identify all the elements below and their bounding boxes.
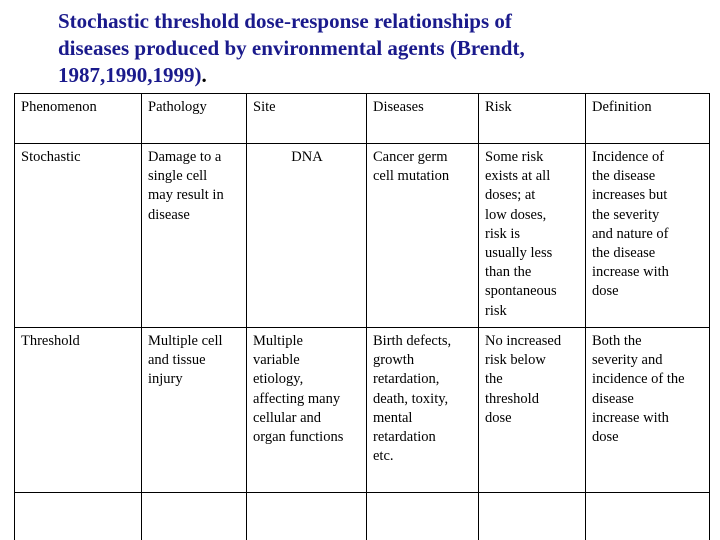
cell-line: disease xyxy=(592,390,634,407)
cell-line: Incidence of xyxy=(592,149,665,165)
cell-line: Threshold xyxy=(21,333,80,349)
cell-phenomenon xyxy=(15,328,142,493)
header-diseases: Diseases xyxy=(367,94,479,144)
cell-risk xyxy=(479,328,586,493)
header-phenomenon: Phenomenon xyxy=(15,94,142,144)
cell-line: Multiple xyxy=(253,333,303,349)
cell-phenomenon xyxy=(15,144,142,328)
cell-site xyxy=(247,144,367,328)
empty-cell xyxy=(247,493,367,540)
table-header-row xyxy=(15,94,710,144)
cell-risk xyxy=(479,144,586,328)
cell-line: growth xyxy=(373,352,415,369)
cell-line: affecting many xyxy=(253,390,341,407)
table-row xyxy=(15,328,710,493)
cell-line: increase with xyxy=(592,264,669,281)
cell-line: No increased xyxy=(485,333,562,349)
cell-line: DNA xyxy=(291,149,323,165)
cell-line: variable xyxy=(253,352,300,369)
cell-line: organ functions xyxy=(253,429,344,446)
table-row xyxy=(15,144,710,328)
cell-line: injury xyxy=(148,371,183,388)
cell-line: risk xyxy=(485,302,507,319)
cell-diseases xyxy=(367,144,479,328)
cell-line: Birth defects, xyxy=(373,333,452,349)
cell-line: usually less xyxy=(485,245,553,262)
cell-line: spontaneous xyxy=(485,283,557,300)
cell-line: the severity xyxy=(592,206,660,223)
cell-line: incidence of the xyxy=(592,371,685,388)
cell-definition xyxy=(586,144,710,328)
cell-line: Some risk xyxy=(485,149,544,165)
cell-line: may result in xyxy=(148,187,224,204)
cell-line: dose xyxy=(592,429,619,446)
cell-line: risk below xyxy=(485,352,546,369)
table-row-empty xyxy=(15,493,710,540)
cell-line: and nature of xyxy=(592,225,669,242)
cell-line: the disease xyxy=(592,245,656,262)
cell-pathology xyxy=(142,144,247,328)
cell-line: retardation xyxy=(373,429,436,446)
cell-pathology xyxy=(142,328,247,493)
cell-line: etiology, xyxy=(253,371,304,388)
cell-line: Stochastic xyxy=(21,149,81,165)
cell-line: single cell xyxy=(148,168,208,185)
cell-line: Cancer germ xyxy=(373,149,448,165)
cell-line: threshold xyxy=(485,390,539,407)
cell-line: dose xyxy=(592,283,619,300)
title-line-2: diseases produced by environmental agents (Brendt, xyxy=(58,36,525,60)
title-line-3-text: 1987,1990,1999) xyxy=(58,63,202,87)
cell-line: mental xyxy=(373,409,413,426)
cell-line: severity and xyxy=(592,352,663,369)
dose-response-table xyxy=(14,93,710,540)
cell-line: disease xyxy=(148,206,190,223)
header-risk: Risk xyxy=(479,94,586,144)
empty-cell xyxy=(586,493,710,540)
title-period: . xyxy=(201,63,207,87)
title-line-3 xyxy=(58,62,708,89)
cell-line: Both the xyxy=(592,333,642,349)
cell-line: etc. xyxy=(373,448,394,465)
header-definition: Definition xyxy=(586,94,710,144)
title-line-1: Stochastic threshold dose-response relationships of xyxy=(58,9,512,33)
cell-line: doses; at xyxy=(485,187,536,204)
cell-line: Multiple cell xyxy=(148,333,223,349)
slide-title xyxy=(58,8,708,89)
cell-definition xyxy=(586,328,710,493)
cell-line: increases but xyxy=(592,187,668,204)
cell-line: exists at all xyxy=(485,168,551,185)
empty-cell xyxy=(479,493,586,540)
cell-line: the disease xyxy=(592,168,656,185)
cell-line: cellular and xyxy=(253,409,322,426)
cell-line: Damage to a xyxy=(148,149,222,165)
cell-site xyxy=(247,328,367,493)
cell-line: increase with xyxy=(592,409,669,426)
cell-line: retardation, xyxy=(373,371,440,388)
header-pathology: Pathology xyxy=(142,94,247,144)
cell-line: and tissue xyxy=(148,352,206,369)
cell-line: low doses, xyxy=(485,206,547,223)
header-site: Site xyxy=(247,94,367,144)
cell-line: risk is xyxy=(485,225,521,242)
empty-cell xyxy=(142,493,247,540)
empty-cell xyxy=(15,493,142,540)
cell-diseases xyxy=(367,328,479,493)
cell-line: the xyxy=(485,371,503,388)
cell-line: dose xyxy=(485,409,512,426)
empty-cell xyxy=(367,493,479,540)
cell-line: cell mutation xyxy=(373,168,450,185)
cell-line: than the xyxy=(485,264,532,281)
cell-line: death, toxity, xyxy=(373,390,449,407)
